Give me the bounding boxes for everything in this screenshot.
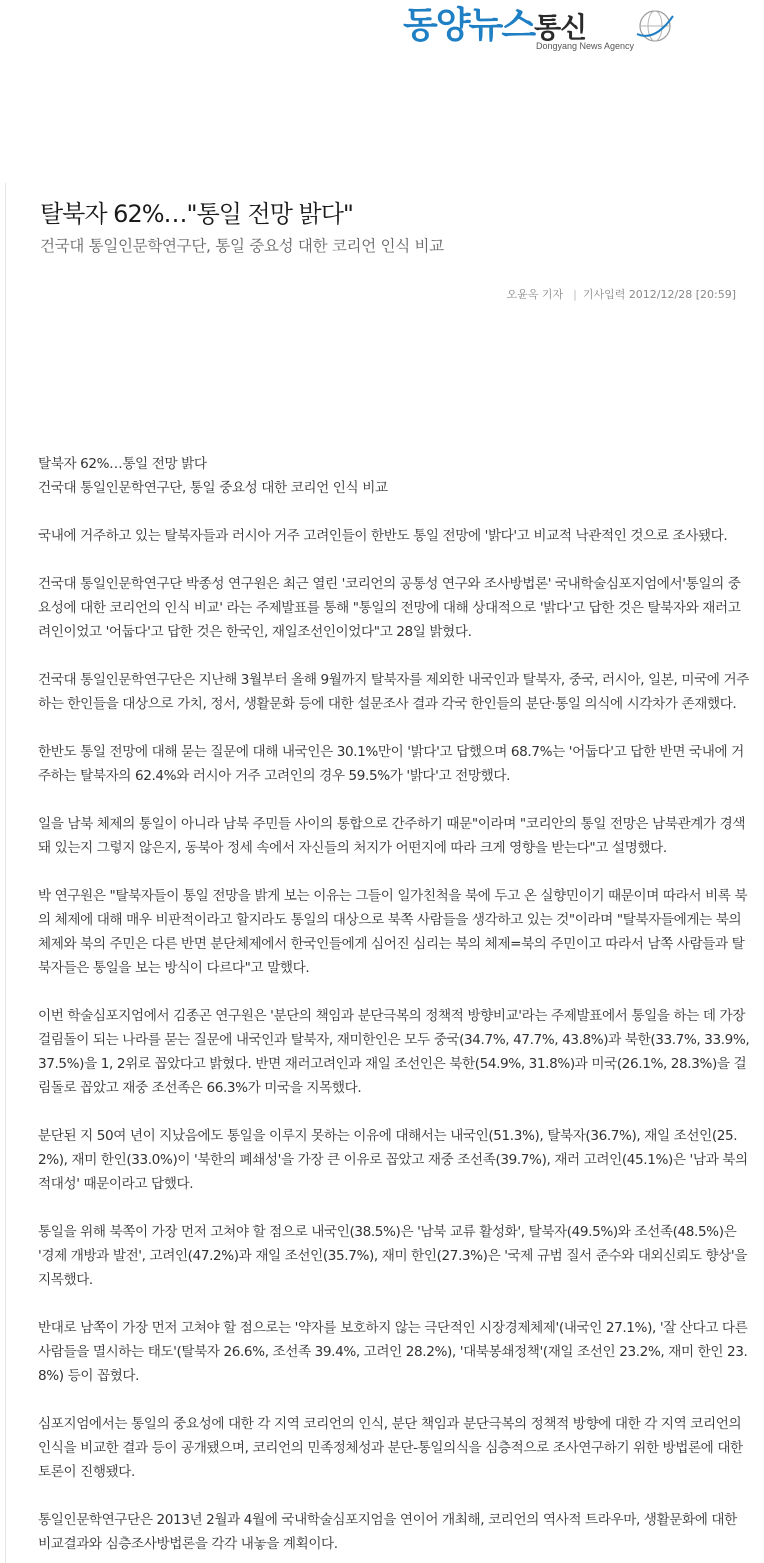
article-byline <box>506 286 736 302</box>
globe-swoosh-icon <box>635 6 675 46</box>
paragraph: 일을 남북 체제의 통일이 아니라 남북 주민들 사이의 통합으로 간주하기 때문"이라며 "코리안의 통일 전망은 남북관계가 경색돼 있는지 그렇지 않은지, 동북아 정세 속에서 자신들의 처지가 어떤지에 따라 크게 영향을 받는다"고 설명했다. <box>38 816 746 856</box>
paragraph: 국내에 거주하고 있는 탈북자들과 러시아 거주 고려인들이 한반도 통일 전망에 '밝다'고 비교적 낙관적인 것으로 조사됐다. <box>38 528 728 544</box>
article-subtitle: 건국대 통일인문학연구단, 통일 중요성 대한 코리언 인식 비교 <box>40 237 444 255</box>
paragraph: 반대로 남쪽이 가장 먼저 고쳐야 할 점으로는 '약자를 보호하지 않는 극단적인 시장경제체제'(내국인 27.1%), '잘 산다고 다른 사람들을 멸시하는 태도'(탈북자 26.6%, 조선족 39.4%, 고려인 28.2%), '대북봉쇄정책'(재일 조선인 23.2%, 재미 한인 23.8%) 등이 꼽혔다. <box>38 1320 748 1384</box>
paragraph: 건국대 통일인문학연구단은 지난해 3월부터 올해 9월까지 탈북자를 제외한 내국인과 탈북자, 중국, 러시아, 일본, 미국에 거주하는 한인들을 대상으로 가치, 정서, 생활문화 등에 대한 설문조사 결과 각국 한인들의 분단·통일 의식에 시각차가 존재했다. <box>38 672 749 712</box>
byline-separator: | <box>573 288 577 301</box>
lead-subtitle: 건국대 통일인문학연구단, 통일 중요성 대한 코리언 인식 비교 <box>38 480 388 496</box>
site-header <box>0 0 764 120</box>
logo-english: Dongyang News Agency <box>536 41 635 51</box>
paragraph: 통일을 위해 북쪽이 가장 먼저 고쳐야 할 점으로 내국인(38.5%)은 '남북 교류 활성화', 탈북자(49.5%)와 조선족(48.5%)은 '경제 개방과 발전', 고려인(47.2%)과 재일 조선인(35.7%), 재미 한인(27.3%)은 '국제 규범 질서 준수와 대외신뢰도 향상'을 지목했다. <box>38 1224 747 1288</box>
paragraph: 통일인문학연구단은 2013년 2월과 4월에 국내학술심포지엄을 연이어 개최해, 코리언의 역사적 트라우마, 생활문화에 대한 비교결과와 심층조사방법론을 각각 내놓을 계획이다. <box>38 1512 737 1552</box>
content-divider <box>5 183 6 1563</box>
paragraph: 심포지엄에서는 통일의 중요성에 대한 각 지역 코리언의 인식, 분단 책임과 분단극복의 정책적 방향에 대한 각 지역 코리언의 인식을 비교한 결과 등이 공개됐으며, 코리언의 민족정체성과 분단-통일의식을 심층적으로 조사연구하기 위한 방법론에 대한 토론이 진행됐다. <box>38 1416 743 1480</box>
paragraph: 건국대 통일인문학연구단 박종성 연구원은 최근 열린 '코리언의 공통성 연구와 조사방법론' 국내학술심포지엄에서'통일의 중요성에 대한 코리언의 인식 비교' 라는 주제발표를 통해 "통일의 전망에 대해 상대적으로 '밝다'고 답한 것은 탈북자와 재러고려인이었고 '어둡다'고 답한 것은 한국인, 재일조선인이었다"고 28일 밝혔다. <box>38 576 741 640</box>
paragraph: 박 연구원은 "탈북자들이 통일 전망을 밝게 보는 이유는 그들이 일가친척을 북에 두고 온 실향민이기 때문이며 따라서 비록 북의 체제에 대해 매우 비판적이라고 할지라도 통일의 대상으로 북쪽 사람들을 생각하고 있는 것"이라며 "탈북자들에게는 북의 체제와 북의 주민은 다른 반면 분단체제에서 한국인들에게 심어진 심리는 북의 체제=북의 주민이고 따라서 남쪽 사람들과 탈북자들은 통일을 보는 방식이 다르다"고 말했다. <box>38 888 748 976</box>
paragraph: 분단된 지 50여 년이 지났음에도 통일을 이루지 못하는 이유에 대해서는 내국인(51.3%), 탈북자(36.7%), 재일 조선인(25.2%), 재미 한인(33.0%)이 '북한의 폐쇄성'을 가장 큰 이유로 꼽았고 재중 조선족(39.7%), 재러 고려인(45.1%)은 '남과 북의 적대성' 때문이라고 답했다. <box>38 1128 748 1192</box>
logo-korean-sub: 통신 <box>534 11 587 44</box>
publish-date: 기사입력 2012/12/28 [20:59] <box>582 288 736 301</box>
article-body <box>38 452 750 1556</box>
paragraph: 한반도 통일 전망에 대해 묻는 질문에 대해 내국인은 30.1%만이 '밝다'고 답했으며 68.7%는 '어둡다'고 답한 반면 국내에 거주하는 탈북자의 62.4%와 러시아 거주 고려인의 경우 59.5%가 '밝다'고 전망했다. <box>38 744 744 784</box>
reporter-name[interactable]: 오윤옥 기자 <box>506 288 564 301</box>
paragraph: 이번 학술심포지엄에서 김종곤 연구원은 '분단의 책임과 분단극복의 정책적 방향비교'라는 주제발표에서 통일을 하는 데 가장 걸림돌이 되는 나라를 묻는 질문에 내국인과 탈북자, 재미한인은 모두 중국(34.7%, 47.7%, 43.8%)과 북한(33.7%, 33.9%, 37.5%)을 1, 2위로 꼽았다고 밝혔다. 반면 재러고려인과 재일 조선인은 북한(54.9%, 31.8%)과 미국(26.1%, 28.3%)을 걸림돌로 꼽았고 재중 조선족은 66.3%가 미국을 지목했다. <box>38 1008 750 1096</box>
article-title: 탈북자 62%…"통일 전망 밝다" <box>40 200 353 228</box>
site-logo[interactable] <box>403 2 683 60</box>
lead-title: 탈북자 62%…통일 전망 밝다 <box>38 456 207 472</box>
logo-korean: 동양뉴스 <box>403 5 535 46</box>
article-lead <box>38 452 750 500</box>
